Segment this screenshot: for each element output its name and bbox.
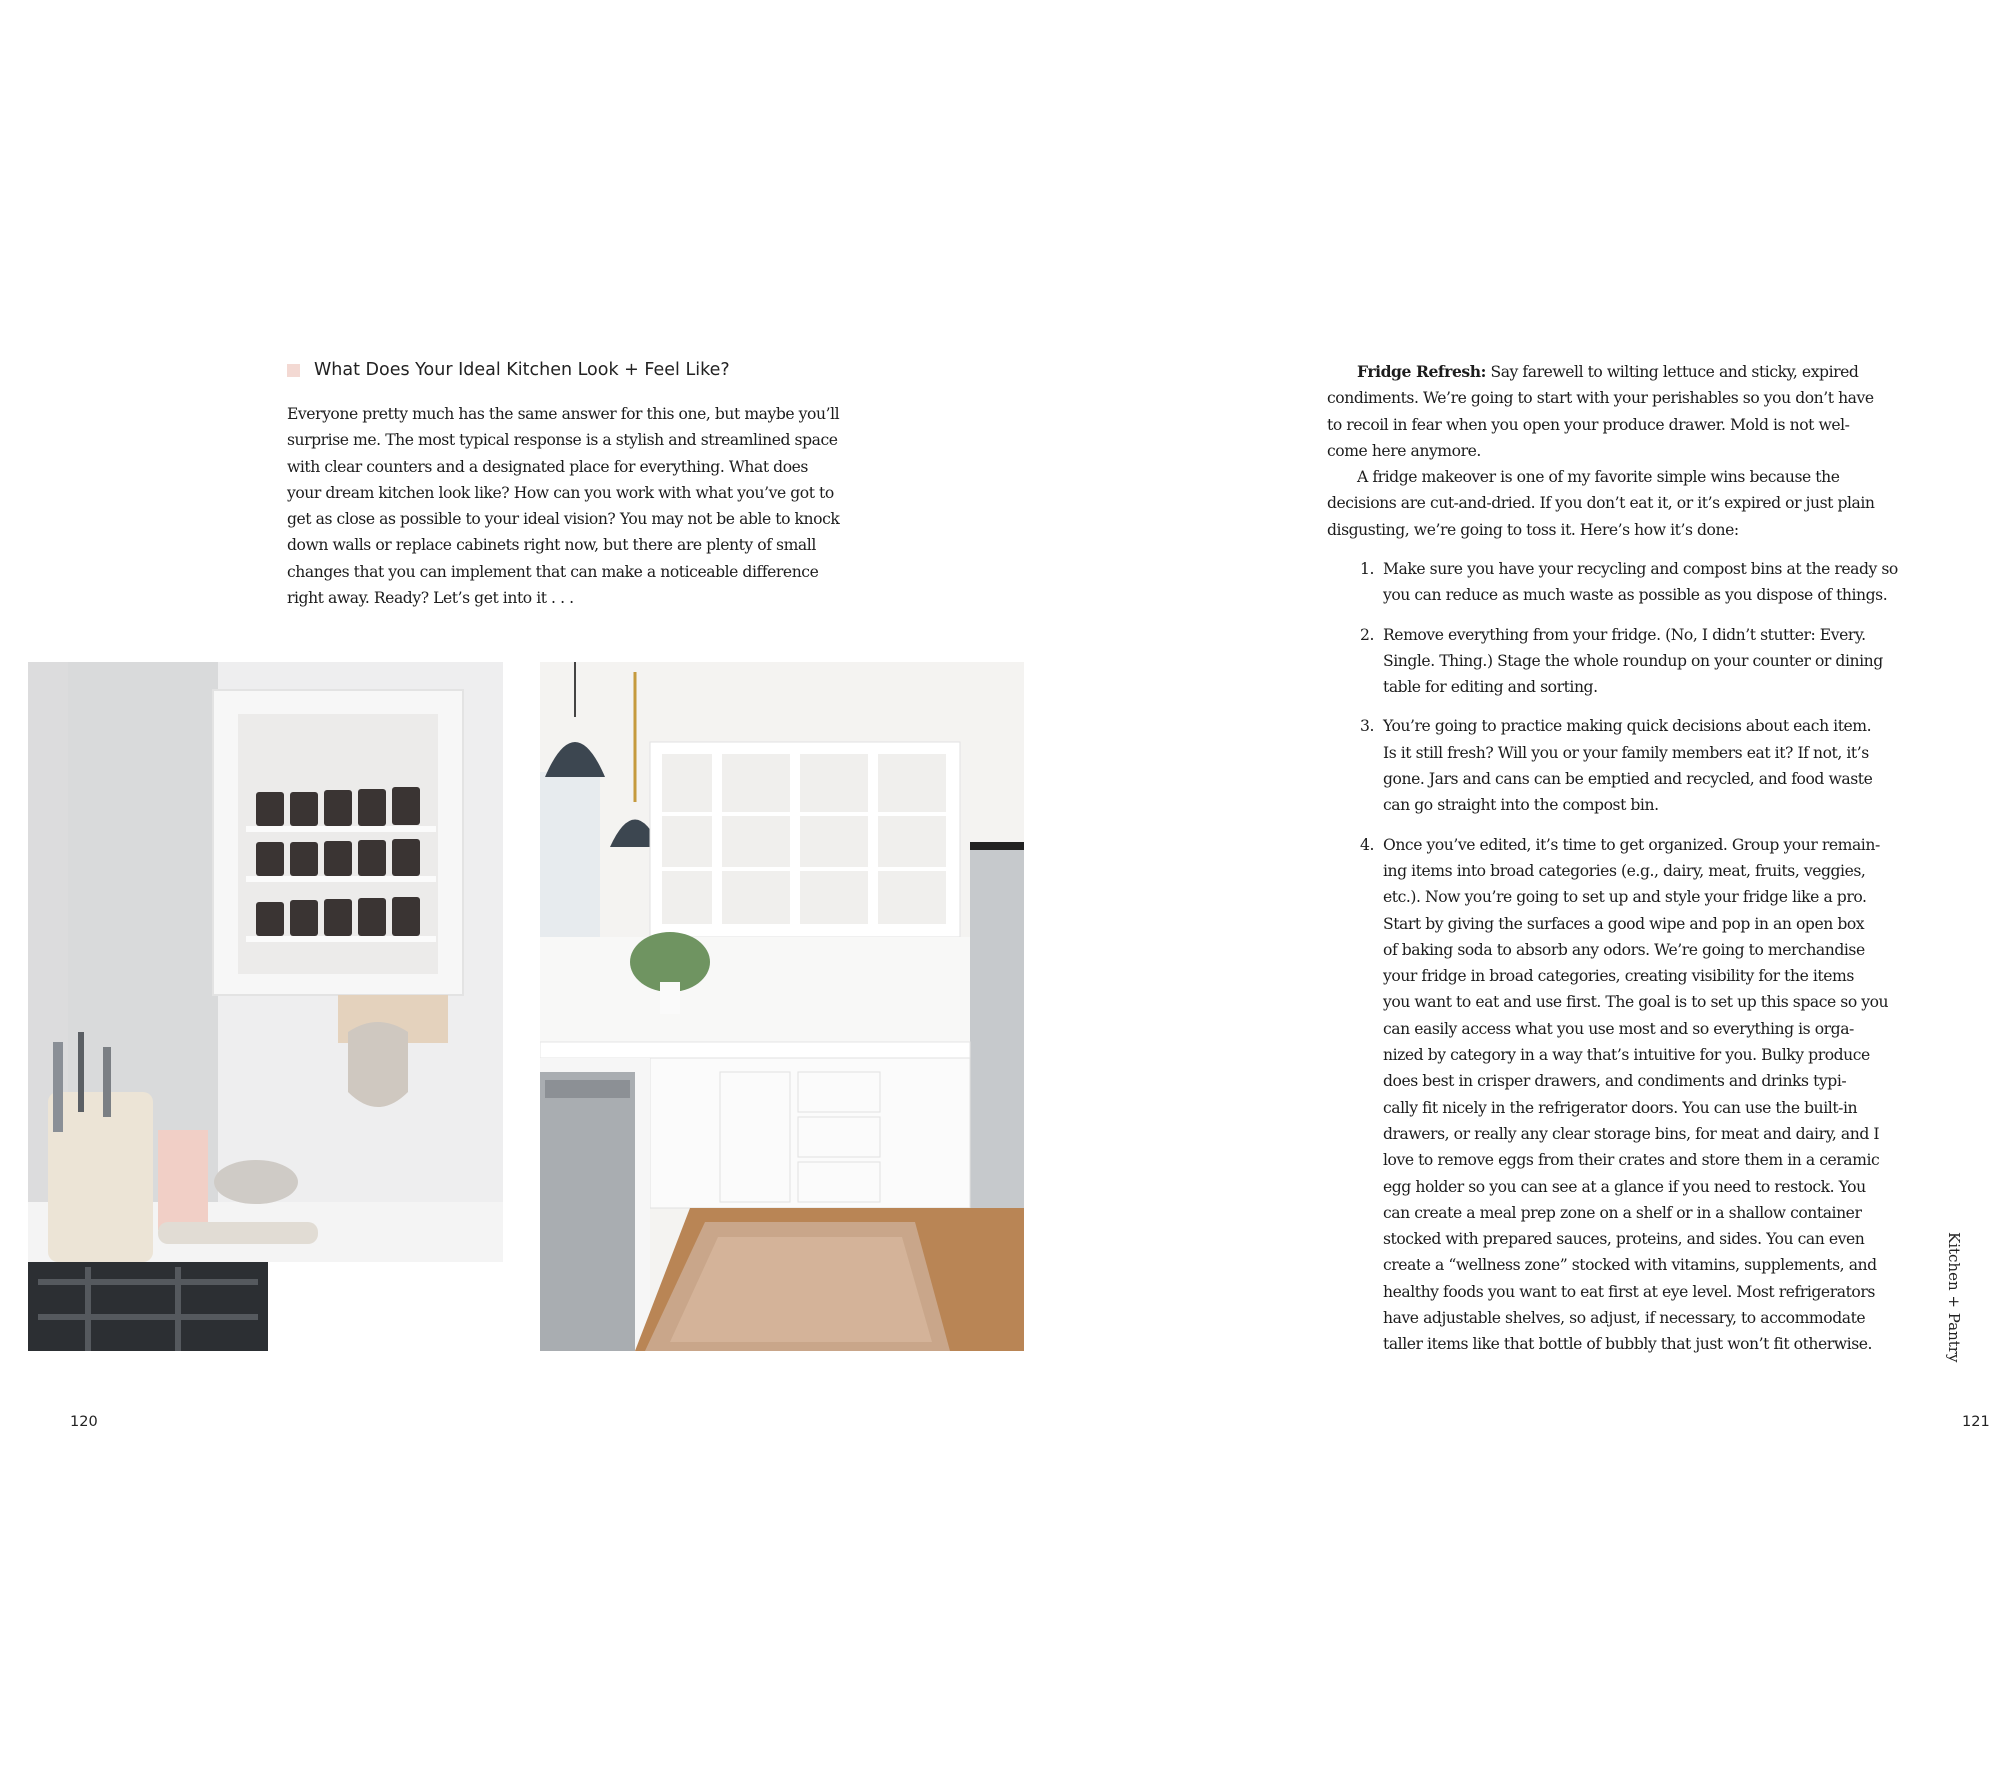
step-line: can go straight into the compost bin. [1383, 796, 1659, 815]
step-item [1327, 622, 1947, 701]
spice-shelf-photo [28, 662, 503, 1351]
step-line: have adjustable shelves, so adjust, if necessary, to accommodate [1383, 1309, 1866, 1328]
step-line: your fridge in broad categories, creating visibility for the items [1383, 967, 1854, 986]
intro-paragraph [287, 401, 877, 611]
step-line: nized by category in a way that’s intuitive for you. Bulky produce [1383, 1046, 1870, 1065]
step-line: does best in crisper drawers, and condiments and drinks typi- [1383, 1072, 1847, 1091]
fridge-line: to recoil in fear when you open your produce drawer. Mold is not wel- [1327, 415, 1850, 434]
step-line: Is it still fresh? Will you or your family members eat it? If not, it’s [1383, 743, 1869, 762]
step-line: of baking soda to absorb any odors. We’re going to merchandise [1383, 940, 1865, 959]
step-item [1327, 713, 1947, 818]
step-number: 3. [1360, 717, 1374, 736]
page-number: 121 [1962, 1414, 1990, 1430]
page-number: 120 [70, 1414, 98, 1430]
step-line: cally fit nicely in the refrigerator doors. You can use the built-in [1383, 1098, 1858, 1117]
step-line: table for editing and sorting. [1383, 678, 1598, 697]
step-line: gone. Jars and cans can be emptied and recycled, and food waste [1383, 770, 1873, 789]
step-line: ing items into broad categories (e.g., dairy, meat, fruits, veggies, [1383, 861, 1866, 880]
step-line: etc.). Now you’re going to set up and style your fridge like a pro. [1383, 888, 1867, 907]
step-line: love to remove eggs from their crates and store them in a ceramic [1383, 1151, 1880, 1170]
step-line: You’re going to practice making quick decisions about each item. [1383, 717, 1872, 736]
fridge-refresh-paragraph [1327, 359, 1927, 543]
step-line: can easily access what you use most and so everything is orga- [1383, 1019, 1854, 1038]
intro-line: changes that you can implement that can make a noticeable difference [287, 562, 819, 581]
running-head: Kitchen + Pantry [1945, 1232, 1963, 1363]
intro-line: with clear counters and a designated place for everything. What does [287, 457, 808, 476]
intro-line: down walls or replace cabinets right now, but there are plenty of small [287, 536, 816, 555]
step-line: Start by giving the surfaces a good wipe and pop in an open box [1383, 914, 1865, 933]
fridge-line: A fridge makeover is one of my favorite simple wins because the [1357, 468, 1840, 487]
step-line: egg holder so you can see at a glance if you need to restock. You [1383, 1177, 1866, 1196]
step-line: healthy foods you want to eat first at eye level. Most refrigerators [1383, 1282, 1875, 1301]
step-line: Make sure you have your recycling and compost bins at the ready so [1383, 560, 1898, 578]
step-line: you want to eat and use first. The goal is to set up this space so you [1383, 993, 1889, 1012]
step-line: Once you’ve edited, it’s time to get organized. Group your remain- [1383, 835, 1880, 854]
right-page [1000, 0, 2000, 1778]
fridge-refresh-runin: Fridge Refresh: [1357, 362, 1486, 381]
intro-line: get as close as possible to your ideal vision? You may not be able to knock [287, 510, 840, 529]
section-heading-text: What Does Your Ideal Kitchen Look + Feel Like? [314, 360, 730, 380]
fridge-line-text: Say farewell to wilting lettuce and sticky, expired [1485, 363, 1859, 381]
step-number: 1. [1360, 560, 1374, 578]
intro-line: surprise me. The most typical response is a stylish and streamlined space [287, 431, 838, 450]
step-line: you can reduce as much waste as possible as you dispose of things. [1383, 586, 1888, 605]
intro-line: Everyone pretty much has the same answer for this one, but maybe you’ll [287, 405, 840, 423]
step-line: create a “wellness zone” stocked with vitamins, supplements, and [1383, 1256, 1877, 1275]
step-line: drawers, or really any clear storage bins, for meat and dairy, and I [1383, 1124, 1880, 1143]
step-number: 4. [1360, 835, 1374, 854]
fridge-line: come here anymore. [1327, 441, 1481, 460]
intro-line: right away. Ready? Let’s get into it . . . [287, 589, 574, 608]
fridge-line [1327, 359, 1927, 385]
step-line: Remove everything from your fridge. (No, I didn’t stutter: Every. [1383, 625, 1866, 644]
step-line: stocked with prepared sauces, proteins, and sides. You can even [1383, 1230, 1865, 1249]
section-heading [287, 360, 730, 380]
fridge-line: condiments. We’re going to start with your perishables so you don’t have [1327, 389, 1874, 408]
fridge-line: disgusting, we’re going to toss it. Here’s how it’s done: [1327, 520, 1739, 539]
heading-marker-square [287, 364, 300, 377]
step-line: can create a meal prep zone on a shelf or in a shallow container [1383, 1203, 1862, 1222]
step-line: taller items like that bottle of bubbly that just won’t fit otherwise. [1383, 1335, 1873, 1354]
fridge-steps-list [1327, 556, 1947, 1371]
fridge-line: decisions are cut-and-dried. If you don’t eat it, or it’s expired or just plain [1327, 494, 1875, 513]
step-line: Single. Thing.) Stage the whole roundup on your counter or dining [1383, 651, 1883, 670]
kitchen-photo [540, 662, 1024, 1351]
intro-line: your dream kitchen look like? How can you work with what you’ve got to [287, 483, 834, 502]
step-item [1327, 556, 1947, 609]
step-item [1327, 832, 1947, 1358]
step-number: 2. [1360, 625, 1374, 644]
